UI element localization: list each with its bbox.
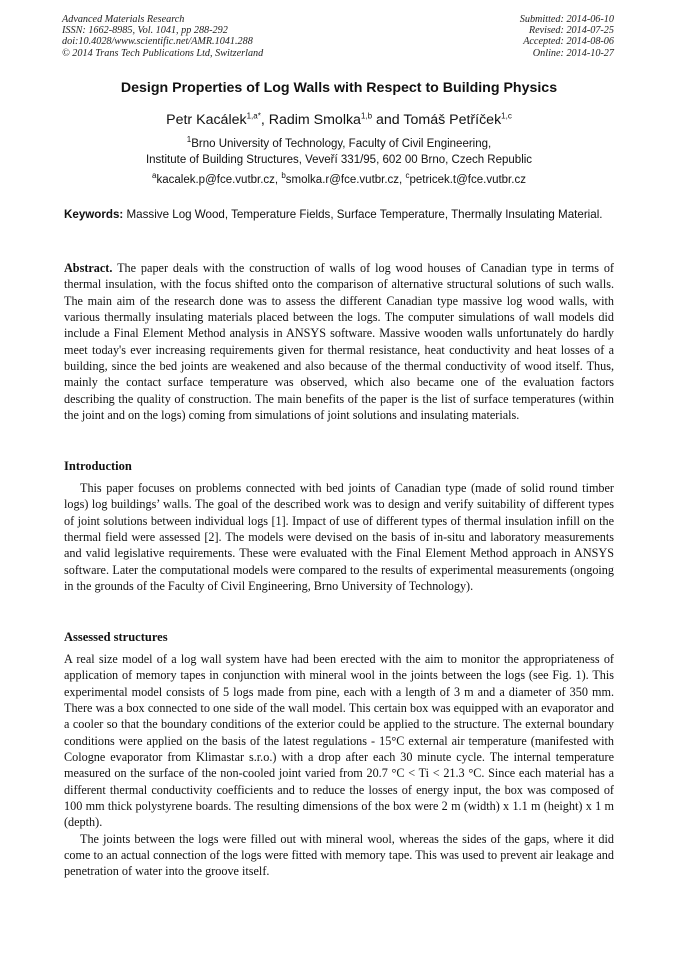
affiliation-mark: 1 bbox=[186, 135, 192, 145]
journal-copyright: © 2014 Trans Tech Publications Ltd, Switzerland bbox=[62, 47, 264, 59]
section-heading-introduction: Introduction bbox=[64, 459, 132, 473]
section-heading-assessed-structures: Assessed structures bbox=[64, 630, 168, 644]
author-name: Petr Kacálek bbox=[166, 112, 247, 128]
assessed-paragraph-2: The joints between the logs were filled out with mineral wool, whereas the sides of the gaps, where it did come to an actual connection of the logs were fitted with memory tape. This was used to prevent air leakage and penetration of water into the groove itself. bbox=[64, 831, 614, 879]
assessed-paragraph-1: A real size model of a log wall system have had been erected with the aim to monitor the appropriateness of application of memory tapes in conjunction with mineral wool in the joints between the logs (see Fig. 1). This experimental model consists of 5 logs made from pine, each with a length of 3 m and a diameter of 350 mm. There was a box connected to one side of the wall model. This certain box was equipped with an evaporator and a cooler so that the boundary conditions of the exterior could be applied to the structure. The external boundary conditions were applied on the basis of the latest regulations - 15°C external air temperature (manifested with Cologne evaporator from Klimastar s.r.o.) with a drop after each 30 minute cycle. The internal temperature measured on the surface of the non-cooled joint varied from 20.7 °C < Ti < 21.3 °C. Since each material has a different thermal conductivity coefficients and to reduce the losses of energy input, the box was composed of 100 mm thick polystyrene boards. The resulting dimensions of the box were 2 m (width) x 1.1 m (height) x 1 m (depth). bbox=[64, 652, 614, 830]
publication-dates bbox=[520, 14, 614, 59]
journal-issn: ISSN: 1662-8985, Vol. 1041, pp 288-292 bbox=[62, 25, 228, 37]
abstract-block bbox=[64, 260, 614, 423]
date-accepted: Accepted: 2014-08-06 bbox=[523, 36, 614, 48]
email-mark: a bbox=[152, 171, 157, 181]
author-name: Radim Smolka bbox=[268, 112, 361, 128]
journal-info bbox=[62, 14, 263, 59]
journal-doi: doi:10.4028/www.scientific.net/AMR.1041.288 bbox=[62, 36, 253, 48]
email-address: petricek.t@fce.vutbr.cz bbox=[409, 174, 526, 186]
email-mark: c bbox=[405, 171, 410, 181]
paper-title: Design Properties of Log Walls with Respect to Building Physics bbox=[120, 80, 558, 96]
abstract-label: Abstract. bbox=[64, 261, 113, 275]
keywords-block bbox=[64, 207, 614, 223]
author-affiliation-mark: 1,a* bbox=[246, 111, 261, 121]
author-list bbox=[0, 112, 678, 128]
abstract-text: The paper deals with the construction of walls of log wood houses of Canadian type in terms of thermal insulation, with the focus shifted onto the comparison of alternative structural solutions of such walls. The main aim of the research done was to assess the different Canadian type massive log wood walls, with various thermally insulating materials placed between the logs. The computer simulations of wall models did include a Final Element Method analysis in ANSYS software. Massive wooden walls unfortunately do hardly meet today's ever increasing requirements given for thermal resistance, heat conductivity and heat losses of a building, since the bed joints are weakened and also because of the thermal conductivity of wood itself. Thus, mainly the contact surface temperature was observed, which also became one of the evaluation factors describing the quality of construction. The main benefits of the paper is the list of surface temperatures (within the joint and on the logs) coming from simulations of joint solutions and insulating materials. bbox=[64, 261, 614, 423]
keywords-label: Keywords: bbox=[64, 208, 124, 221]
affiliation-line-2: Institute of Building Structures, Veveří 331/95, 602 00 Brno, Czech Republic bbox=[145, 154, 533, 166]
author-separator: and bbox=[372, 112, 404, 128]
journal-name: Advanced Materials Research bbox=[62, 14, 185, 25]
email-mark: b bbox=[281, 171, 286, 181]
date-submitted: Submitted: 2014-06-10 bbox=[519, 14, 614, 25]
author-emails bbox=[0, 171, 678, 186]
author-affiliation-mark: 1,c bbox=[501, 111, 512, 121]
affiliation-text: Brno University of Technology, Faculty of Civil Engineering, bbox=[191, 138, 492, 150]
keywords-text: Massive Log Wood, Temperature Fields, Surface Temperature, Thermally Insulating Material. bbox=[123, 208, 603, 221]
email-address: smolka.r@fce.vutbr.cz, bbox=[285, 174, 406, 186]
assessed-structures-block bbox=[64, 651, 614, 880]
date-online: Online: 2014-10-27 bbox=[532, 47, 614, 59]
author-name: Tomáš Petříček bbox=[403, 112, 502, 128]
date-revised: Revised: 2014-07-25 bbox=[528, 25, 614, 37]
author-separator: , bbox=[260, 112, 269, 128]
author-affiliation-mark: 1,b bbox=[360, 111, 373, 121]
email-address: kacalek.p@fce.vutbr.cz, bbox=[156, 174, 282, 186]
introduction-block bbox=[64, 480, 614, 594]
affiliation-line-1 bbox=[0, 135, 678, 150]
introduction-paragraph: This paper focuses on problems connected with bed joints of Canadian type (made of solid round timber logs) log buildings’ walls. The goal of the described work was to design and verify suitability of different types of joint solutions between individual logs [1]. Impact of use of different types of thermal insulation infill on the thermal field were assessed [2]. The models were devised on the basis of in-situ and laboratory measurements and valid legislative requirements. These were evaluated with the Final Element Method approach in ANSYS software. Later the computational models were compared to the results of experimental measurements (ongoing in the grounds of the Faculty of Civil Engineering, Brno University of Technology). bbox=[64, 481, 614, 594]
